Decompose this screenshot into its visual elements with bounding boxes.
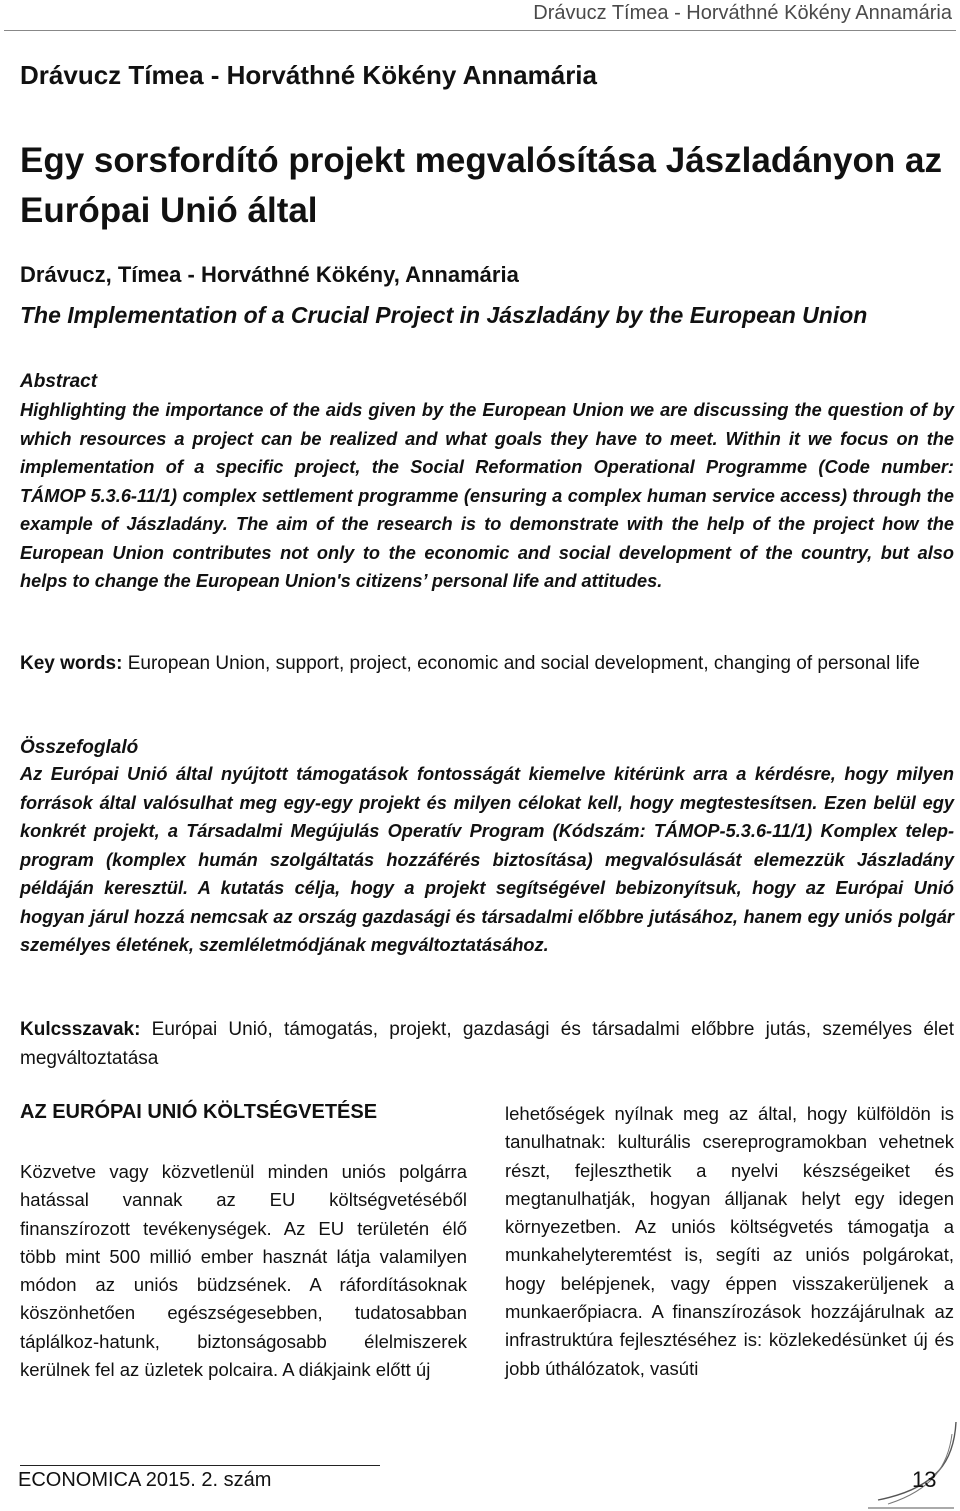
kulcsszavak: [20, 1016, 954, 1073]
section-title: AZ EURÓPAI UNIÓ KÖLTSÉGVETÉSE: [20, 1101, 378, 1123]
osszefoglalo-label: Összefoglaló: [20, 737, 139, 758]
left-column-text: Közvetve vagy közvetlenül minden uniós polgárra hatással vannak az EU költségvetéséből finanszírozott tevékenységek. Az EU területén élő több mint 500 millió ember hasznát látja valamilyen módon az uniós büdzsének. A ráfordításoknak köszönhetően egészségesebben, tudatosabban táplálkoz-hatunk, biztonságosabb élelmiszerek kerülnek fel az üzletek polcaira. A diákjaink előtt új: [20, 1161, 467, 1381]
keywords: [20, 650, 954, 679]
abstract-body: Highlighting the importance of the aids given by the European Union we are discussing the question of by which resources a project can be realized and what goals they have to meet. Within it we focus on the implementation of a specific project, the Social Reformation Operational Programme (Code number: TÁMOP 5.3.6-11/1) complex settlement programme (ensuring a complex human service access) through the example of Jászladány. The aim of the research is to demonstrate with the help of the project how the European Union contributes not only to the economic and social development of the country, but also helps to change the European Union's citizens’ personal life and attitudes.: [20, 400, 954, 591]
abstract-label: Abstract: [20, 371, 98, 392]
kulcsszavak-label: Kulcsszavak:: [20, 1019, 141, 1040]
running-header: Drávucz Tímea - Horváthné Kökény Annamária: [533, 2, 952, 24]
right-column-text: lehetőségek nyílnak meg az által, hogy külföldön is tanulhatnak: kulturális csereprogramokban vehetnek részt, fejleszthetik a nyelvi készségeiket és megtanulhatják, hogyan álljanak helyt egy idegen környezetben. Az uniós költségvetés támogatja a munkahelyteremtést is, segíti az uniós polgárokat, hogy belépjenek, vagy éppen visszakerüljenek a munkaerőpiacra. A finanszírozások hozzájárulnak az infrastruktúra fejlesztéséhez is: közlekedésünket új és jobb úthálózatok, vasúti: [505, 1103, 954, 1379]
header-divider: [4, 30, 956, 31]
osszefoglalo-body: Az Európai Unió által nyújtott támogatások fontosságát kiemelve kitérünk arra a kérdésre, hogy milyen források által valósulhat meg egy-egy projekt és milyen célokat kell, hogy megtestesítsen. Ezen belül egy konkrét projekt, a Társadalmi Megújulás Operatív Program (Kódszám: TÁMOP-5.3.6-11/1) Komplex telep-program (komplex humán szolgáltatás hozzáférés biztosítása) megvalósulását elemezzük Jászladány példáján keresztül. A kutatás célja, hogy a projekt segítségével bebizonyítsuk, hogy az Európai Unió hogyan járul hozzá nemcsak az ország gazdasági és társadalmi előbbre jutásához, hanem egy uniós polgár személyes életének, szemléletmódjának megváltoztatásához.: [20, 764, 954, 955]
journal-footer: ECONOMICA 2015. 2. szám: [18, 1469, 272, 1491]
authors-english: Drávucz, Tímea - Horváthné Kökény, Annamária: [20, 262, 519, 287]
footer-divider: [20, 1465, 380, 1466]
page-number: 13: [912, 1467, 937, 1492]
authors-heading: Drávucz Tímea - Horváthné Kökény Annamária: [20, 60, 597, 90]
paper-title-hungarian: Egy sorsfordító projekt megvalósítása Jászladányon az Európai Unió által: [20, 141, 942, 230]
keywords-text: European Union, support, project, economic and social development, changing of personal life: [122, 653, 920, 674]
page-corner-ornament-icon: [858, 1420, 958, 1510]
kulcsszavak-text: Európai Unió, támogatás, projekt, gazdasági és társadalmi előbbre jutás, személyes élet megváltoztatása: [20, 1019, 954, 1069]
paper-title-english: The Implementation of a Crucial Project in Jászladány by the European Union: [20, 302, 868, 328]
keywords-label: Key words:: [20, 653, 123, 674]
